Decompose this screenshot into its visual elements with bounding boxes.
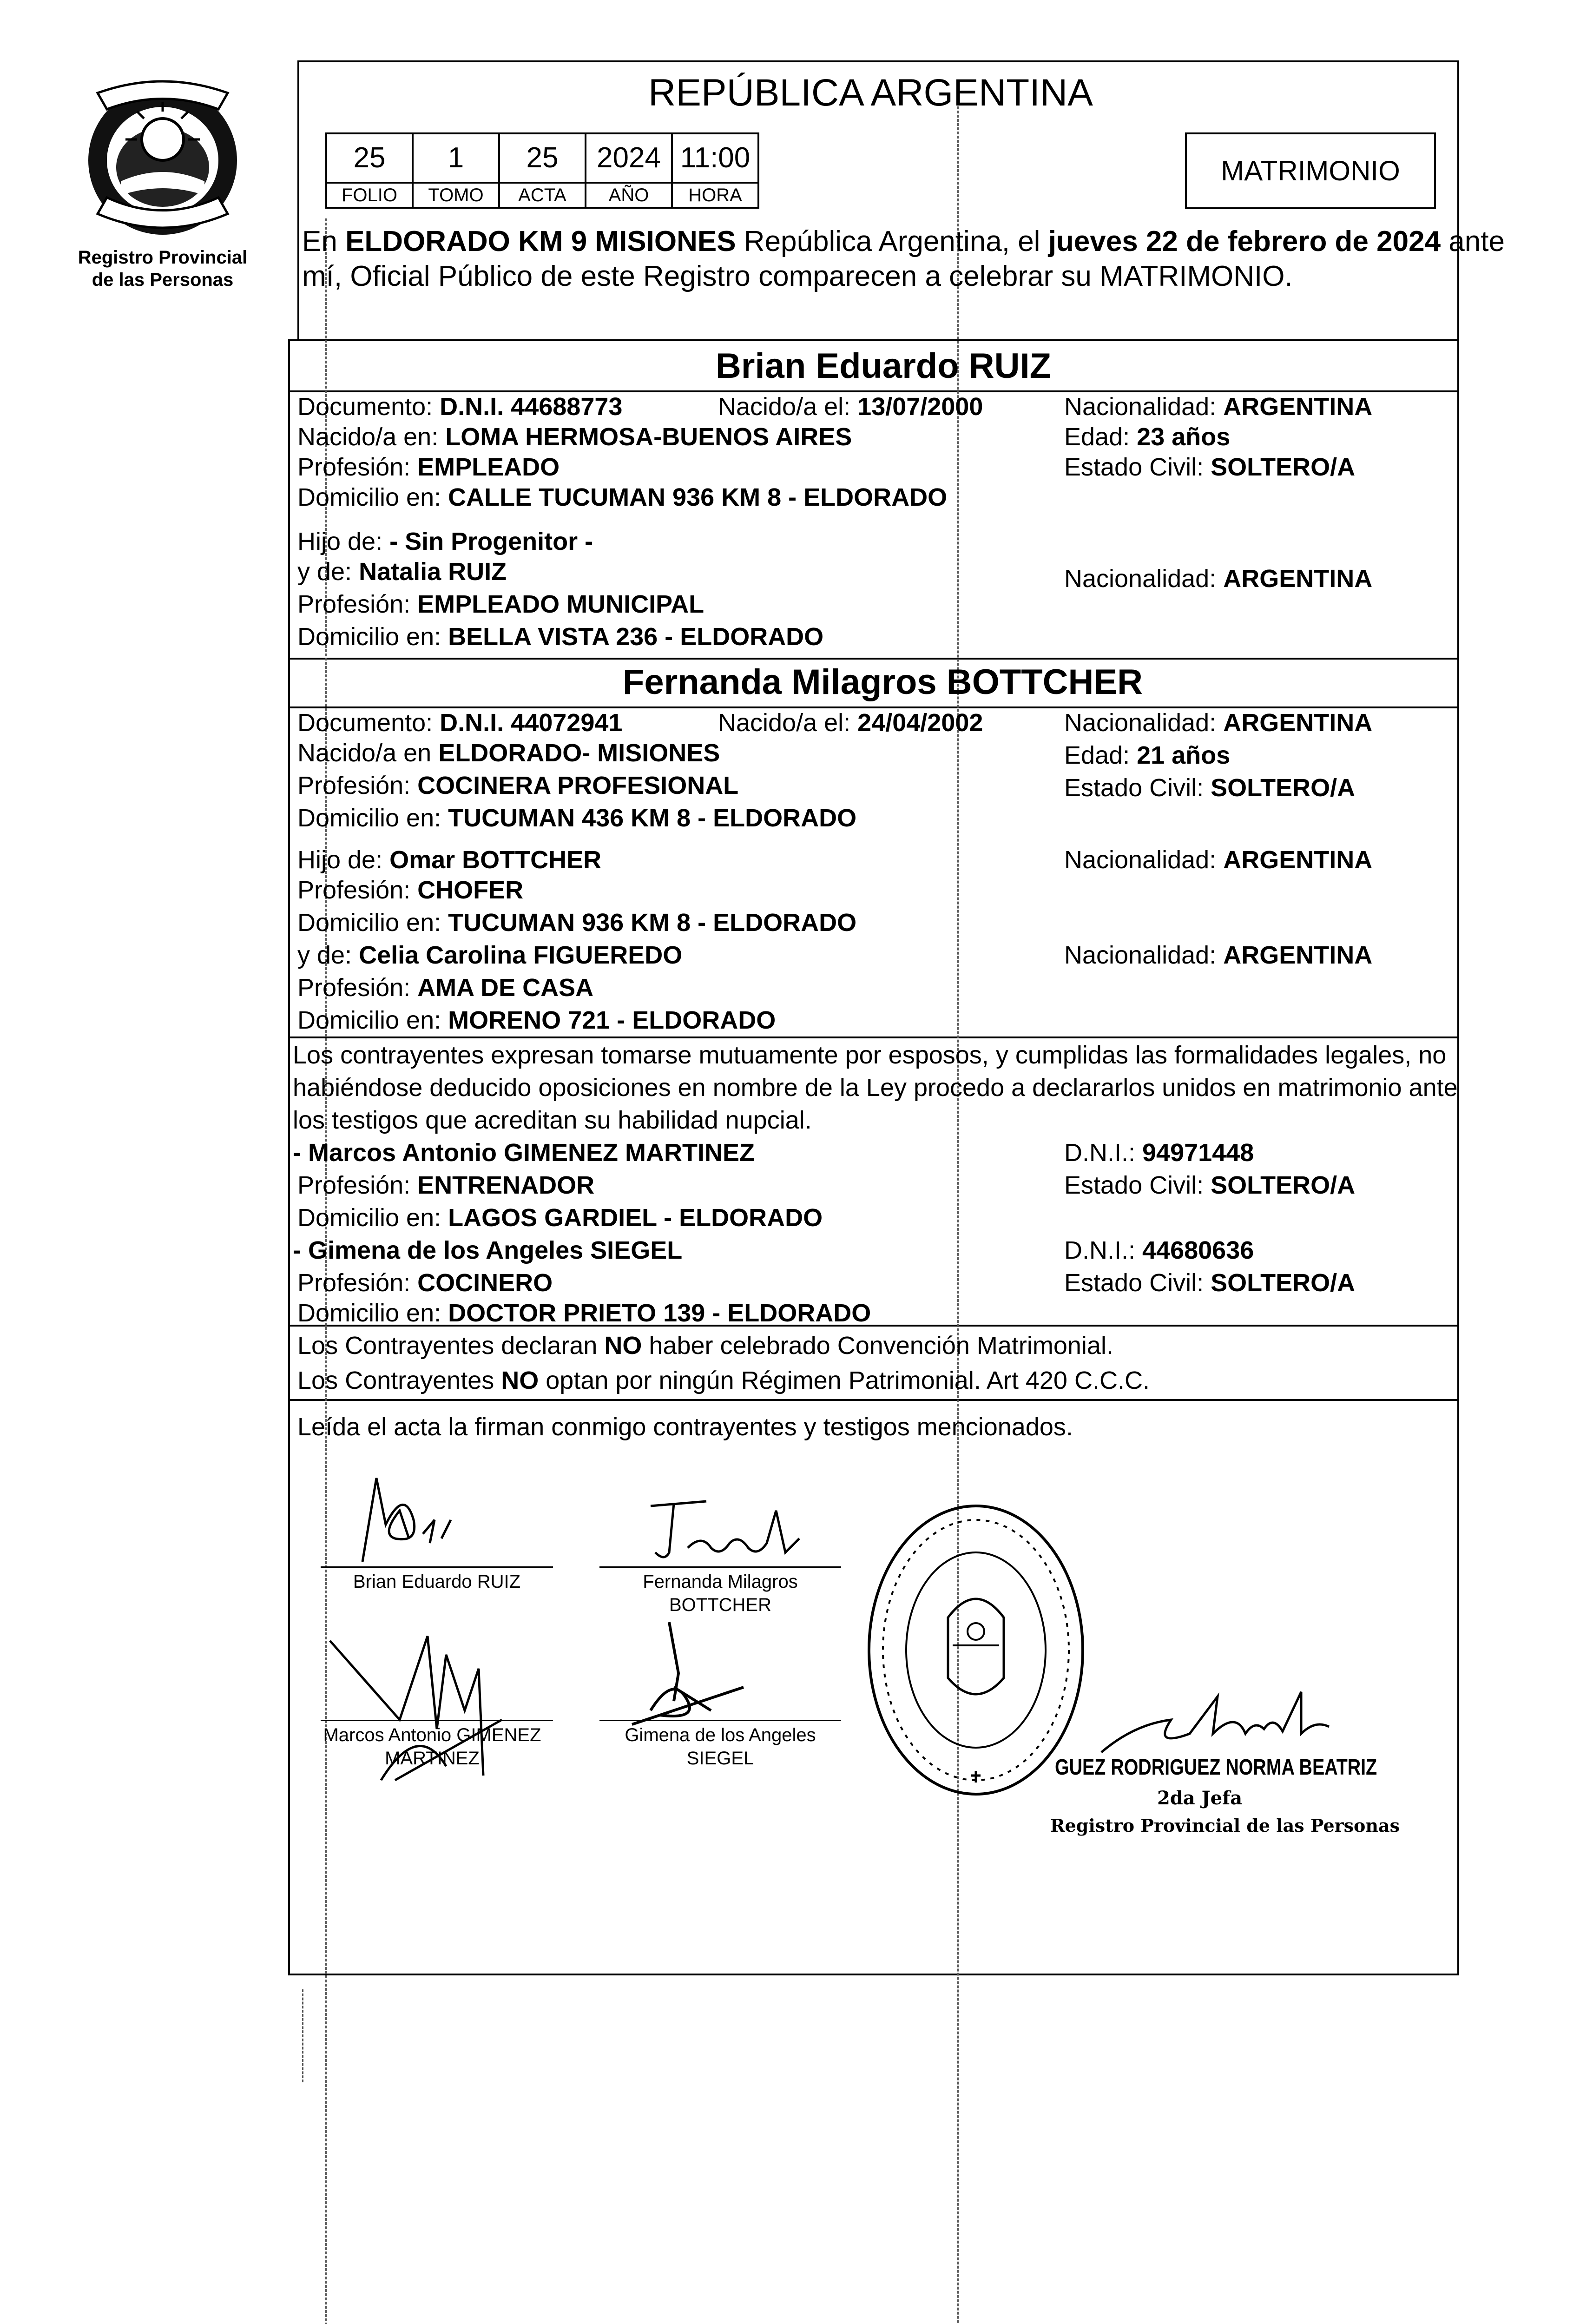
signature-official: [1097, 1683, 1366, 1762]
registry-stamp: [855, 1497, 1087, 1803]
spouse2-address: Domicilio en: TUCUMAN 436 KM 8 - ELDORADO: [297, 804, 857, 832]
spouse2-profession: Profesión: COCINERA PROFESIONAL: [297, 772, 739, 799]
spouse1-civil-status: Estado Civil: SOLTERO/A: [1064, 453, 1356, 481]
registry-logo: [70, 74, 256, 242]
regime-line2: Los Contrayentes NO optan por ningún Régimen Patrimonial. Art 420 C.C.C.: [297, 1367, 1150, 1394]
official-title: 2da Jefa: [1157, 1787, 1243, 1809]
spouse1-nationality: Nacionalidad: ARGENTINA: [1064, 393, 1373, 421]
witness1-address: Domicilio en: LAGOS GARDIEL - ELDORADO: [297, 1204, 823, 1232]
registry-name: [42, 246, 283, 291]
declaration-line2: habiéndose deducido oposiciones en nombre de la Ley procedo a declararlos unidos en matrimonio ante: [293, 1074, 1458, 1102]
spouse2-father: Hijo de: Omar BOTTCHER: [297, 846, 602, 874]
spouse1-doc: Documento: D.N.I. 44688773: [297, 393, 623, 421]
spouse1-mother-profession: Profesión: EMPLEADO MUNICIPAL: [297, 590, 704, 618]
spouse2-age: Edad: 21 años: [1064, 741, 1231, 769]
signature-spouse2-label: [599, 1570, 841, 1617]
closing-text: Leída el acta la firman conmigo contrayentes y testigos mencionados.: [297, 1413, 1073, 1441]
registry-name-line1: Registro Provincial: [78, 247, 248, 268]
declaration-line3: los testigos que acreditan su habilidad nupcial.: [293, 1106, 812, 1134]
hora-label: HORA: [688, 185, 742, 205]
witness1-name: - Marcos Antonio GIMENEZ MARTINEZ: [293, 1139, 755, 1167]
hora-value: 11:00: [680, 142, 750, 174]
witness2-profession: Profesión: COCINERO: [297, 1269, 553, 1297]
spouse2-mother-profession: Profesión: AMA DE CASA: [297, 974, 594, 1002]
country-title: REPÚBLICA ARGENTINA: [648, 72, 1093, 114]
acta-value: 25: [526, 142, 559, 174]
spouse2-mother-nationality: Nacionalidad: ARGENTINA: [1064, 941, 1373, 969]
act-type: MATRIMONIO: [1221, 155, 1400, 186]
witness2-name: - Gimena de los Angeles SIEGEL: [293, 1236, 683, 1264]
regime-line1: Los Contrayentes declaran NO haber celebrado Convención Matrimonial.: [297, 1332, 1113, 1360]
spouse2-name: Fernanda Milagros BOTTCHER: [623, 662, 1143, 702]
declaration-line1: Los contrayentes expresan tomarse mutuamente por esposos, y cumplidas las formalidades legales, no: [293, 1041, 1447, 1069]
witness2-address: Domicilio en: DOCTOR PRIETO 139 - ELDORADO: [297, 1299, 871, 1327]
spouse1-father: Hijo de: - Sin Progenitor -: [297, 528, 593, 555]
witness2-dni: D.N.I.: 44680636: [1064, 1236, 1254, 1264]
spouse1-mother-address: Domicilio en: BELLA VISTA 236 - ELDORADO: [297, 623, 824, 651]
spouse2-civil-status: Estado Civil: SOLTERO/A: [1064, 774, 1356, 802]
signature-spouse1-label: Brian Eduardo RUIZ: [353, 1571, 521, 1592]
signature-witness2-label: [599, 1723, 841, 1770]
spouse2-father-profession: Profesión: CHOFER: [297, 876, 524, 904]
witness1-profession: Profesión: ENTRENADOR: [297, 1171, 595, 1199]
signature-spouse2-label-line1: Fernanda Milagros: [643, 1571, 798, 1592]
witness2-civil-status: Estado Civil: SOLTERO/A: [1064, 1269, 1356, 1297]
spouse2-born: Nacido/a el: 24/04/2002: [718, 709, 983, 737]
spouse1-birthplace: Nacido/a en: LOMA HERMOSA-BUENOS AIRES: [297, 423, 852, 451]
spouse1-mother: y de: Natalia RUIZ: [297, 558, 507, 586]
folio-value: 25: [353, 142, 386, 174]
intro-line1: En ELDORADO KM 9 MISIONES República Argentina, el jueves 22 de febrero de 2024 ante: [302, 225, 1505, 257]
spouse1-mother-nationality: Nacionalidad: ARGENTINA: [1064, 565, 1373, 593]
spouse2-doc: Documento: D.N.I. 44072941: [297, 709, 623, 737]
spouse2-mother: y de: Celia Carolina FIGUEREDO: [297, 941, 683, 969]
signature-spouse1: [335, 1469, 474, 1566]
spouse2-mother-address: Domicilio en: MORENO 721 - ELDORADO: [297, 1006, 776, 1034]
signature-witness1-label-line1: Marcos Antonio GIMENEZ: [323, 1725, 541, 1745]
spouse1-name: Brian Eduardo RUIZ: [716, 346, 1052, 386]
spouse2-nationality: Nacionalidad: ARGENTINA: [1064, 709, 1373, 737]
signature-witness2: [604, 1618, 753, 1729]
anio-label: AÑO: [608, 185, 649, 205]
witness1-civil-status: Estado Civil: SOLTERO/A: [1064, 1171, 1356, 1199]
signature-spouse2-label-line2: BOTTCHER: [669, 1595, 771, 1615]
signature-witness1-label: [302, 1723, 562, 1770]
registry-name-line2: de las Personas: [92, 270, 234, 290]
spouse2-father-nationality: Nacionalidad: ARGENTINA: [1064, 846, 1373, 874]
spouse1-profession: Profesión: EMPLEADO: [297, 453, 560, 481]
official-name: GUEZ RODRIGUEZ NORMA BEATRIZ: [1055, 1755, 1377, 1780]
signature-witness1-label-line2: MARTINEZ: [385, 1748, 480, 1769]
signature-witness2-label-line2: SIEGEL: [686, 1748, 754, 1769]
anio-value: 2024: [597, 142, 661, 174]
misiones-shield-icon: [70, 74, 256, 242]
tomo-label: TOMO: [428, 185, 484, 205]
acta-label: ACTA: [518, 185, 566, 205]
signature-witness2-label-line1: Gimena de los Angeles: [625, 1725, 816, 1745]
witness1-dni: D.N.I.: 94971448: [1064, 1139, 1254, 1167]
signature-spouse2: [637, 1497, 813, 1566]
spouse1-address: Domicilio en: CALLE TUCUMAN 936 KM 8 - ELDORADO: [297, 483, 948, 511]
official-office: Registro Provincial de las Personas: [1050, 1815, 1400, 1836]
spouse1-age: Edad: 23 años: [1064, 423, 1231, 451]
spouse2-birthplace: Nacido/a en ELDORADO- MISIONES: [297, 739, 720, 767]
spouse1-born: Nacido/a el: 13/07/2000: [718, 393, 983, 421]
spouse2-father-address: Domicilio en: TUCUMAN 936 KM 8 - ELDORADO: [297, 909, 857, 937]
tomo-value: 1: [448, 142, 464, 174]
intro-line2: mí, Oficial Público de este Registro comparecen a celebrar su MATRIMONIO.: [302, 260, 1293, 292]
act-type-box: [1185, 132, 1436, 209]
folio-label: FOLIO: [341, 185, 398, 205]
